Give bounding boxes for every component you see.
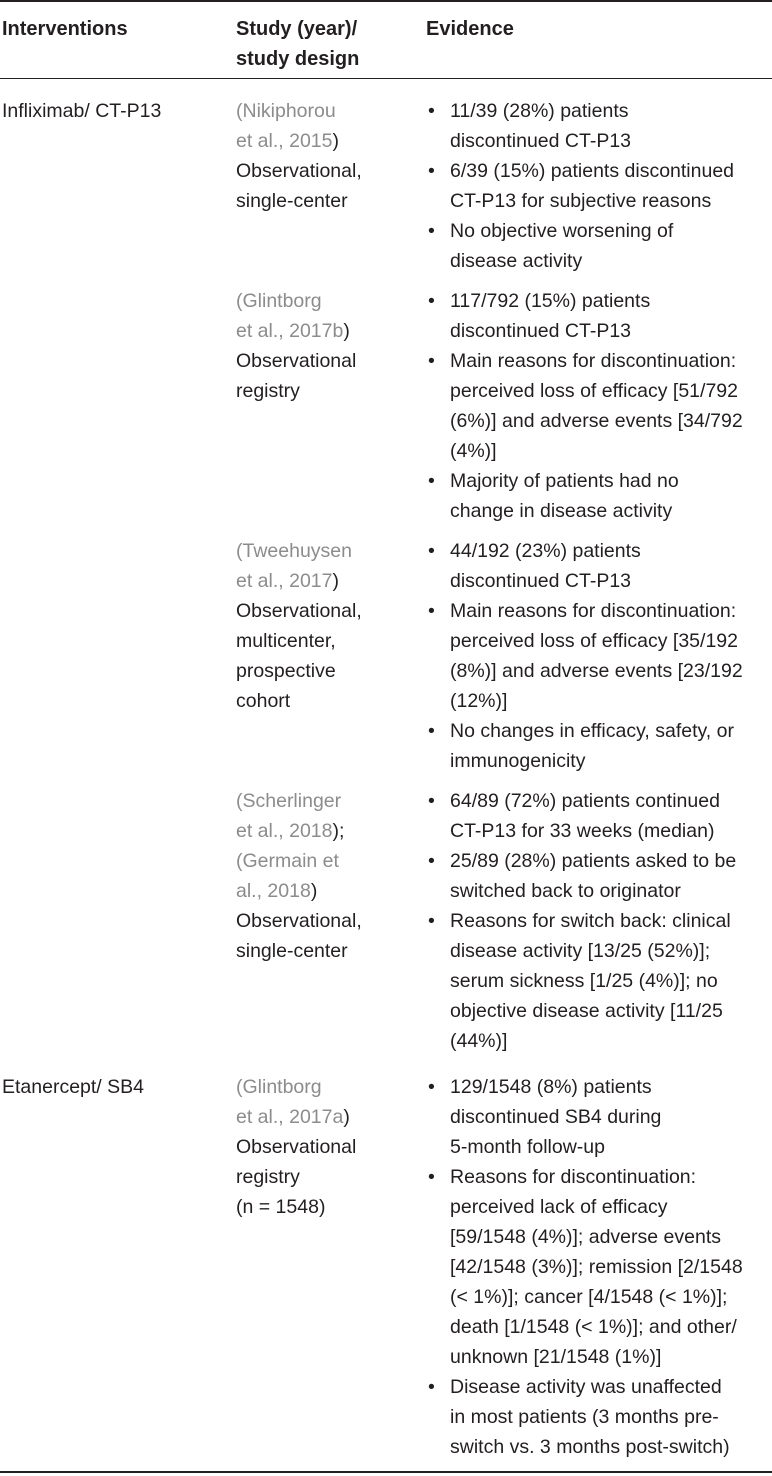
evidence-line: perceived loss of efficacy [51/792 <box>450 380 738 402</box>
study-ref-line <box>236 1102 416 1132</box>
citation-link[interactable]: (Tweehuysen <box>236 540 352 562</box>
study-ref-line <box>236 286 416 316</box>
citation-link[interactable]: et al., 2017 <box>236 570 333 592</box>
study-design-line: Observational, <box>236 160 362 182</box>
evidence-line: (12%)] <box>450 690 508 712</box>
study-ref-line <box>236 876 416 906</box>
study-ref-line <box>236 126 416 156</box>
evidence-line: • No objective worsening of <box>450 220 674 242</box>
evidence-line: discontinued CT-P13 <box>450 570 632 592</box>
evidence-line: unknown [21/1548 (1%)] <box>450 1346 662 1368</box>
evidence-item <box>426 286 772 346</box>
study-ref-close: ) <box>343 320 350 342</box>
study-ref-line <box>236 846 416 876</box>
citation-link[interactable]: (Germain et <box>236 850 339 872</box>
citation-link[interactable]: et al., 2018 <box>236 820 333 842</box>
study-ref-close: ) <box>332 130 339 152</box>
evidence-list <box>426 96 772 276</box>
study-design-line: cohort <box>236 690 291 712</box>
evidence-list <box>426 286 772 526</box>
evidence-line: • 117/792 (15%) patients <box>450 290 651 312</box>
citation-link[interactable]: (Nikiphorou <box>236 100 336 122</box>
evidence-line: [42/1548 (3%)]; remission [2/1548 <box>450 1256 743 1278</box>
evidence-item <box>426 1372 772 1462</box>
study-ref-line <box>236 316 416 346</box>
evidence-list <box>426 786 772 1056</box>
evidence-line: • Majority of patients had no <box>450 470 679 492</box>
study-ref-line <box>236 786 416 816</box>
citation-link[interactable]: et al., 2017b <box>236 320 344 342</box>
header-study-line1: Study (year)/ <box>236 18 358 40</box>
evidence-line: • Main reasons for discontinuation: <box>450 600 737 622</box>
study-design-line: Observational <box>236 1136 357 1158</box>
citation-link[interactable]: et al., 2017a <box>236 1106 344 1128</box>
study-design-line: Observational, <box>236 910 362 932</box>
citation-link[interactable]: (Scherlinger <box>236 790 342 812</box>
evidence-line: discontinued CT-P13 <box>450 130 632 152</box>
evidence-line: • Reasons for discontinuation: <box>450 1166 697 1188</box>
evidence-item <box>426 536 772 596</box>
evidence-line: perceived loss of efficacy [35/192 <box>450 630 738 652</box>
evidence-item <box>426 96 772 156</box>
evidence-item <box>426 1072 772 1162</box>
evidence-list <box>426 536 772 776</box>
evidence-line: • Main reasons for discontinuation: <box>450 350 737 372</box>
study-design-line: Observational, <box>236 600 362 622</box>
header-interventions: Interventions <box>2 18 128 40</box>
evidence-line: disease activity <box>450 250 583 272</box>
study-design-line: Observational <box>236 350 357 372</box>
evidence-line: • Disease activity was unaffected <box>450 1376 722 1398</box>
study-design-line: prospective <box>236 660 336 682</box>
evidence-line: • No changes in efficacy, safety, or <box>450 720 734 742</box>
evidence-line: discontinued SB4 during <box>450 1106 662 1128</box>
intervention-etanercept: Etanercept/ SB4 <box>2 1076 145 1098</box>
evidence-line: [59/1548 (4%)]; adverse events <box>450 1226 721 1248</box>
bottom-rule <box>0 1471 772 1473</box>
top-rule <box>0 0 772 2</box>
evidence-line: immunogenicity <box>450 750 586 772</box>
evidence-item <box>426 216 772 276</box>
header-rule <box>0 78 772 79</box>
evidence-item <box>426 786 772 846</box>
evidence-item <box>426 846 772 906</box>
evidence-line: • 64/89 (72%) patients continued <box>450 790 720 812</box>
study-design-line: single-center <box>236 190 348 212</box>
citation-link[interactable]: et al., 2015 <box>236 130 333 152</box>
evidence-item <box>426 346 772 466</box>
evidence-item <box>426 716 772 776</box>
study-ref-close: ) <box>310 880 318 902</box>
study-ref-close: ) <box>343 1106 350 1128</box>
header-evidence: Evidence <box>426 18 514 40</box>
study-ref-close: ); <box>332 820 345 842</box>
study-cell <box>236 536 416 716</box>
citation-link[interactable]: (Glintborg <box>236 1076 322 1098</box>
evidence-list <box>426 1072 772 1462</box>
study-ref-line <box>236 1072 416 1102</box>
citation-link[interactable]: al., 2018 <box>236 880 311 902</box>
evidence-line: • 25/89 (28%) patients asked to be <box>450 850 737 872</box>
evidence-line: objective disease activity [11/25 <box>450 1000 723 1022</box>
evidence-line: (< 1%)]; cancer [4/1548 (< 1%)]; <box>450 1286 728 1308</box>
study-cell <box>236 96 416 216</box>
header-study <box>236 14 406 74</box>
evidence-line: • Reasons for switch back: clinical <box>450 910 731 932</box>
evidence-line: perceived lack of efficacy <box>450 1196 668 1218</box>
study-design-line: multicenter, <box>236 630 336 652</box>
evidence-line: • 44/192 (23%) patients <box>450 540 641 562</box>
study-ref-line <box>236 536 416 566</box>
study-cell <box>236 1072 416 1222</box>
evidence-item <box>426 1162 772 1372</box>
evidence-line: (8%)] and adverse events [23/192 <box>450 660 743 682</box>
evidence-item <box>426 156 772 216</box>
evidence-item <box>426 906 772 1056</box>
evidence-line: 5-month follow-up <box>450 1136 605 1158</box>
evidence-line: • 6/39 (15%) patients discontinued <box>450 160 735 182</box>
study-ref-line <box>236 816 416 846</box>
study-design-line: (n = 1548) <box>236 1196 326 1218</box>
evidence-item <box>426 466 772 526</box>
evidence-line: • 11/39 (28%) patients <box>450 100 629 122</box>
intervention-infliximab: Infliximab/ CT-P13 <box>2 100 162 122</box>
evidence-line: switch vs. 3 months post-switch) <box>450 1436 730 1458</box>
evidence-line: (6%)] and adverse events [34/792 <box>450 410 743 432</box>
study-ref-line <box>236 96 416 126</box>
study-design-line: registry <box>236 1166 300 1188</box>
study-ref-close: ) <box>332 570 339 592</box>
evidence-line: • 129/1548 (8%) patients <box>450 1076 652 1098</box>
study-cell <box>236 286 416 406</box>
study-design-line: registry <box>236 380 300 402</box>
header-study-line2: study design <box>236 48 360 70</box>
study-cell <box>236 786 416 966</box>
evidence-line: disease activity [13/25 (52%)]; <box>450 940 711 962</box>
evidence-line: CT-P13 for subjective reasons <box>450 190 712 212</box>
evidence-line: change in disease activity <box>450 500 673 522</box>
evidence-line: CT-P13 for 33 weeks (median) <box>450 820 715 842</box>
evidence-line: death [1/1548 (< 1%)]; and other/ <box>450 1316 737 1338</box>
evidence-line: serum sickness [1/25 (4%)]; no <box>450 970 718 992</box>
evidence-line: in most patients (3 months pre- <box>450 1406 719 1428</box>
study-design-line: single-center <box>236 940 348 962</box>
evidence-line: switched back to originator <box>450 880 681 902</box>
evidence-line: (4%)] <box>450 440 497 462</box>
evidence-line: discontinued CT-P13 <box>450 320 632 342</box>
evidence-item <box>426 596 772 716</box>
evidence-line: (44%)] <box>450 1030 508 1052</box>
study-ref-line <box>236 566 416 596</box>
citation-link[interactable]: (Glintborg <box>236 290 322 312</box>
